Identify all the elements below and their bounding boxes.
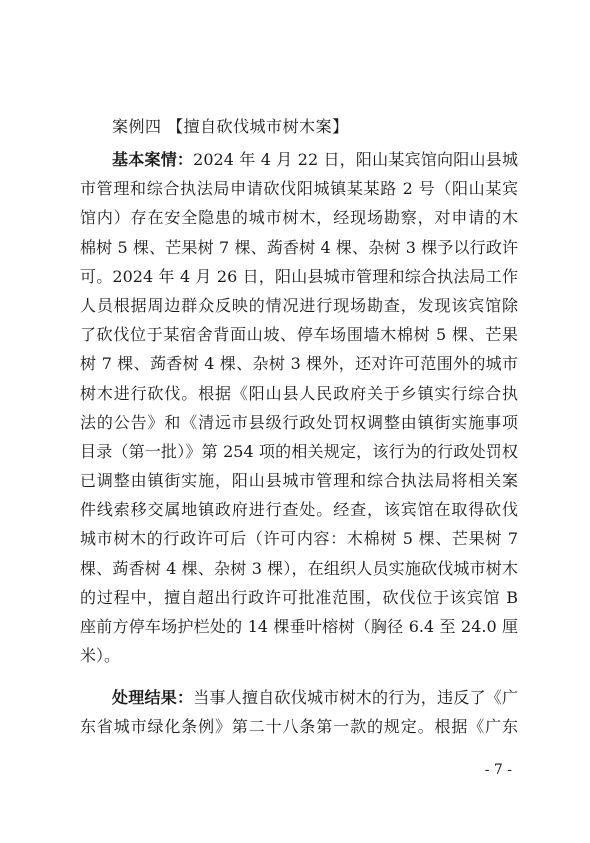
basic-facts-line: 法的公告》和《清远市县级行政处罚权调整由镇街实施事项	[80, 412, 518, 432]
result-paragraph	[80, 683, 518, 741]
basic-facts-line: 棵、蒟香树 4 棵、杂树 3 棵），在组织人员实施砍伐城市树木	[80, 558, 518, 578]
basic-facts-paragraph	[80, 145, 518, 670]
result-line: 东省城市绿化条例》第二十八条第一款的规定。根据《广东	[80, 717, 518, 737]
basic-facts-line: 了砍伐位于某宿舍背面山坡、停车场围墙木棉树 5 棵、芒果	[80, 325, 518, 345]
basic-facts-line: 馆内）存在安全隐患的城市树木，经现场勘察，对申请的木	[80, 208, 518, 228]
page-number: - 7 -	[484, 762, 512, 778]
basic-facts-line: 目录（第一批）》第 254 项的相关规定，该行为的行政处罚权	[80, 441, 518, 461]
basic-facts-line: 人员根据周边群众反映的情况进行现场勘查，发现该宾馆除	[80, 295, 518, 315]
basic-facts-line: 树 7 棵、蒟香树 4 棵、杂树 3 棵外，还对许可范围外的城市	[80, 354, 518, 374]
basic-facts-line: 城市树木的行政许可后（许可内容：木棉树 5 棵、芒果树 7	[80, 529, 518, 549]
result-label: 处理结果：	[112, 688, 194, 707]
basic-facts-line: 件线索移交属地镇政府进行查处。经查，该宾馆在取得砍伐	[80, 500, 518, 520]
basic-facts-line: 棉树 5 棵、芒果树 7 棵、蒟香树 4 棵、杂树 3 棵予以行政许	[80, 237, 518, 257]
basic-facts-line: 座前方停车场护栏处的 14 棵垂叶榕树（胸径 6.4 至 24.0 厘	[80, 617, 518, 636]
basic-facts-label: 基本案情：	[112, 150, 194, 169]
basic-facts-line: 米）。	[80, 646, 121, 666]
basic-facts-line: 基本案情：2024 年 4 月 22 日，阳山某宾馆向阳山县城	[112, 150, 518, 169]
basic-facts-line: 的过程中，擅自超出行政许可批准范围，砍伐位于该宾馆 B	[80, 587, 518, 607]
basic-facts-line: 市管理和综合执法局申请砍伐阳城镇某某路 2 号（阳山某宾	[80, 179, 518, 199]
basic-facts-line: 可。2024 年 4 月 26 日，阳山县城市管理和综合执法局工作	[80, 266, 518, 286]
case-heading: 案例四 【擅自砍伐城市树木案】	[112, 117, 349, 136]
result-line: 处理结果：当事人擅自砍伐城市树木的行为，违反了《广	[112, 688, 518, 707]
basic-facts-line: 已调整由镇街实施，阳山县城市管理和综合执法局将相关案	[80, 471, 518, 491]
basic-facts-line: 树木进行砍伐。根据《阳山县人民政府关于乡镇实行综合执	[80, 383, 518, 403]
